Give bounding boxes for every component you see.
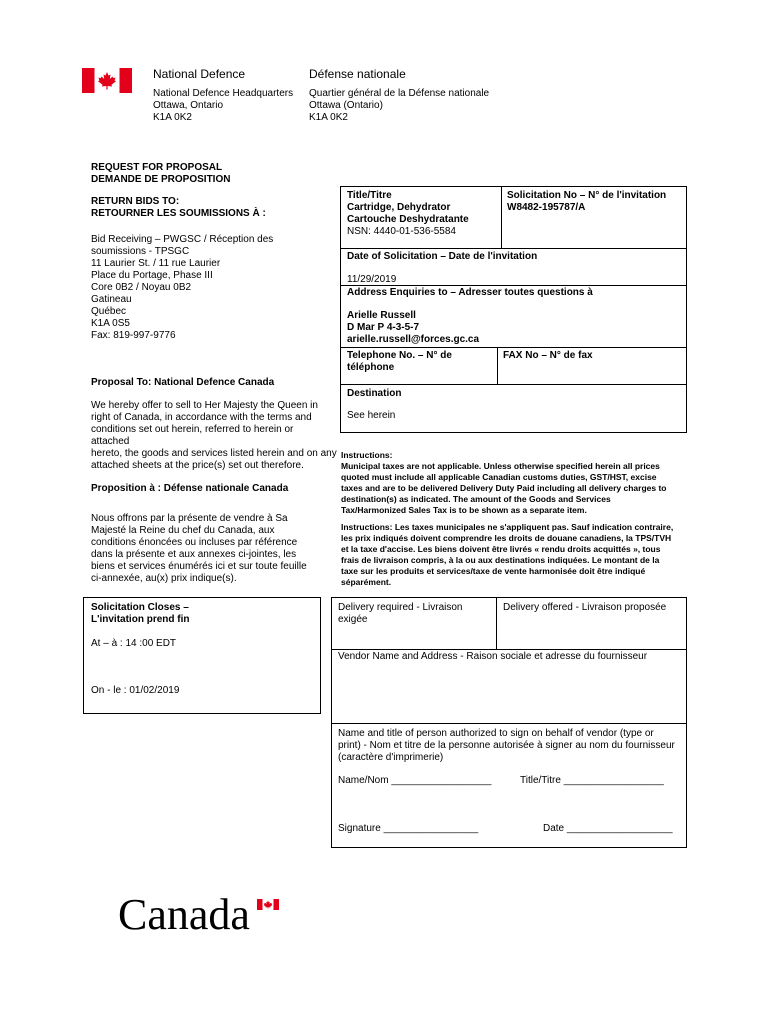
divider bbox=[496, 597, 497, 649]
closing-date: On - le : 01/02/2019 bbox=[91, 685, 180, 696]
nsn-value: NSN: 4440-01-536-5584 bbox=[347, 226, 456, 237]
instructions-heading: Instructions: bbox=[341, 450, 393, 460]
fax-label: FAX No – N° de fax bbox=[503, 350, 593, 361]
wordmark-flag-icon bbox=[257, 899, 279, 910]
authorized-person-label: Name and title of person authorized to sign on behalf of vendor (type or print) - Nom et titre de la personne autorisée à signer au nom du fournisseur (caractère d'imprimerie) bbox=[338, 728, 675, 763]
divider bbox=[497, 347, 498, 384]
destination-value: See herein bbox=[347, 410, 396, 421]
enquiries-label: Address Enquiries to – Adresser toutes questions à bbox=[347, 287, 593, 298]
offer-text-en-last: attached sheets at the price(s) set out therefore. bbox=[91, 460, 304, 471]
contact-info: Arielle Russell D Mar P 4-3-5-7 arielle.russell@forces.gc.ca bbox=[347, 310, 480, 345]
divider bbox=[331, 723, 687, 724]
date-of-solicitation-value: 11/29/2019 bbox=[347, 274, 397, 285]
divider bbox=[340, 347, 687, 348]
date-field[interactable]: Date ___________________ bbox=[543, 823, 673, 834]
proposition-heading: Proposition à : Défense nationale Canada bbox=[91, 483, 289, 494]
divider bbox=[340, 384, 687, 385]
title-field-line[interactable]: Title/Titre __________________ bbox=[520, 775, 664, 786]
dept-name-en: National Defence bbox=[153, 67, 246, 81]
instructions-fr: Instructions: Les taxes municipales ne s'appliquent pas. Sauf indication contraire, les prix indiqués doivent comprendre les droits de douane canadiens, la TPS/TVH et la taxe d'accise. Les biens doivent être livrés « rendu droits acquittés », tous frais de livraison compris, à la ou aux destinations indiquées. Le montant de la taxe sur les produits et services/taxe de vente harmonisée doit être indiqué séparément. bbox=[341, 522, 674, 587]
divider bbox=[501, 186, 502, 248]
solicitation-number: Solicitation No – N° de l'invitation W8482-195787/A bbox=[507, 190, 667, 213]
offer-text-en: We hereby offer to sell to Her Majesty the Queen in right of Canada, in accordance with the terms and conditions set out herein, referred to herein or attached bbox=[91, 400, 318, 447]
canada-flag-logo bbox=[82, 68, 132, 93]
date-of-solicitation-label: Date of Solicitation – Date de l'invitation bbox=[347, 251, 538, 262]
signature-field[interactable]: Signature _________________ bbox=[338, 823, 479, 834]
destination-label: Destination bbox=[347, 388, 402, 399]
offer-text-fr: Nous offrons par la présente de vendre à Sa Majesté la Reine du chef du Canada, aux conditions énoncées ou incluses par référence dans la présente et aux annexes ci-jointes, les biens et services énumérés ici et sur toute feuille ci-annexée, au(x) prix indique(s). bbox=[91, 513, 307, 584]
vendor-name-address-label: Vendor Name and Address - Raison sociale et adresse du fournisseur bbox=[338, 651, 648, 662]
delivery-required-label: Delivery required - Livraison exigée bbox=[338, 602, 463, 625]
canada-wordmark: Canada bbox=[118, 890, 250, 940]
rfp-title: REQUEST FOR PROPOSAL DEMANDE DE PROPOSITION bbox=[91, 162, 231, 185]
name-field[interactable]: Name/Nom __________________ bbox=[338, 775, 492, 786]
delivery-offered-label: Delivery offered - Livraison proposée bbox=[503, 602, 667, 613]
divider bbox=[331, 649, 687, 650]
offer-text-en-wide: hereto, the goods and services listed herein and on any bbox=[91, 448, 337, 459]
closing-time: At – à : 14 :00 EDT bbox=[91, 638, 177, 649]
return-bids-heading: RETURN BIDS TO: RETOURNER LES SOUMISSIONS À : bbox=[91, 196, 266, 219]
return-address: Bid Receiving – PWGSC / Réception des soumissions - TPSGC 11 Laurier St. / 11 rue Laurier Place du Portage, Phase III Core 0B2 / Noyau 0B2 Gatineau Québec K1A 0S5 Fax: 819-997-9776 bbox=[91, 234, 274, 341]
solicitation-closes-label: Solicitation Closes – L'invitation prend fin bbox=[91, 602, 190, 625]
telephone-label: Telephone No. – N° de téléphone bbox=[347, 350, 452, 373]
divider bbox=[340, 248, 687, 249]
instructions-en: Municipal taxes are not applicable. Unless otherwise specified herein all prices quoted must include all applicable Canadian customs duties, GST/HST, excise taxes and are to be delivered Delivery Duty Paid including all delivery charges to destination(s) as indicated. The amount of the Goods and Services Tax/Harmonized Sales Tax is to be shown as a separate item. bbox=[341, 461, 667, 515]
title-field: Title/Titre Cartridge, Dehydrator Cartouche Deshydratante bbox=[347, 190, 469, 225]
proposal-to-heading: Proposal To: National Defence Canada bbox=[91, 377, 275, 388]
hq-address-fr: Quartier général de la Défense nationale Ottawa (Ontario) K1A 0K2 bbox=[309, 88, 490, 123]
hq-address-en: National Defence Headquarters Ottawa, Ontario K1A 0K2 bbox=[153, 88, 294, 123]
dept-name-fr: Défense nationale bbox=[309, 67, 406, 81]
